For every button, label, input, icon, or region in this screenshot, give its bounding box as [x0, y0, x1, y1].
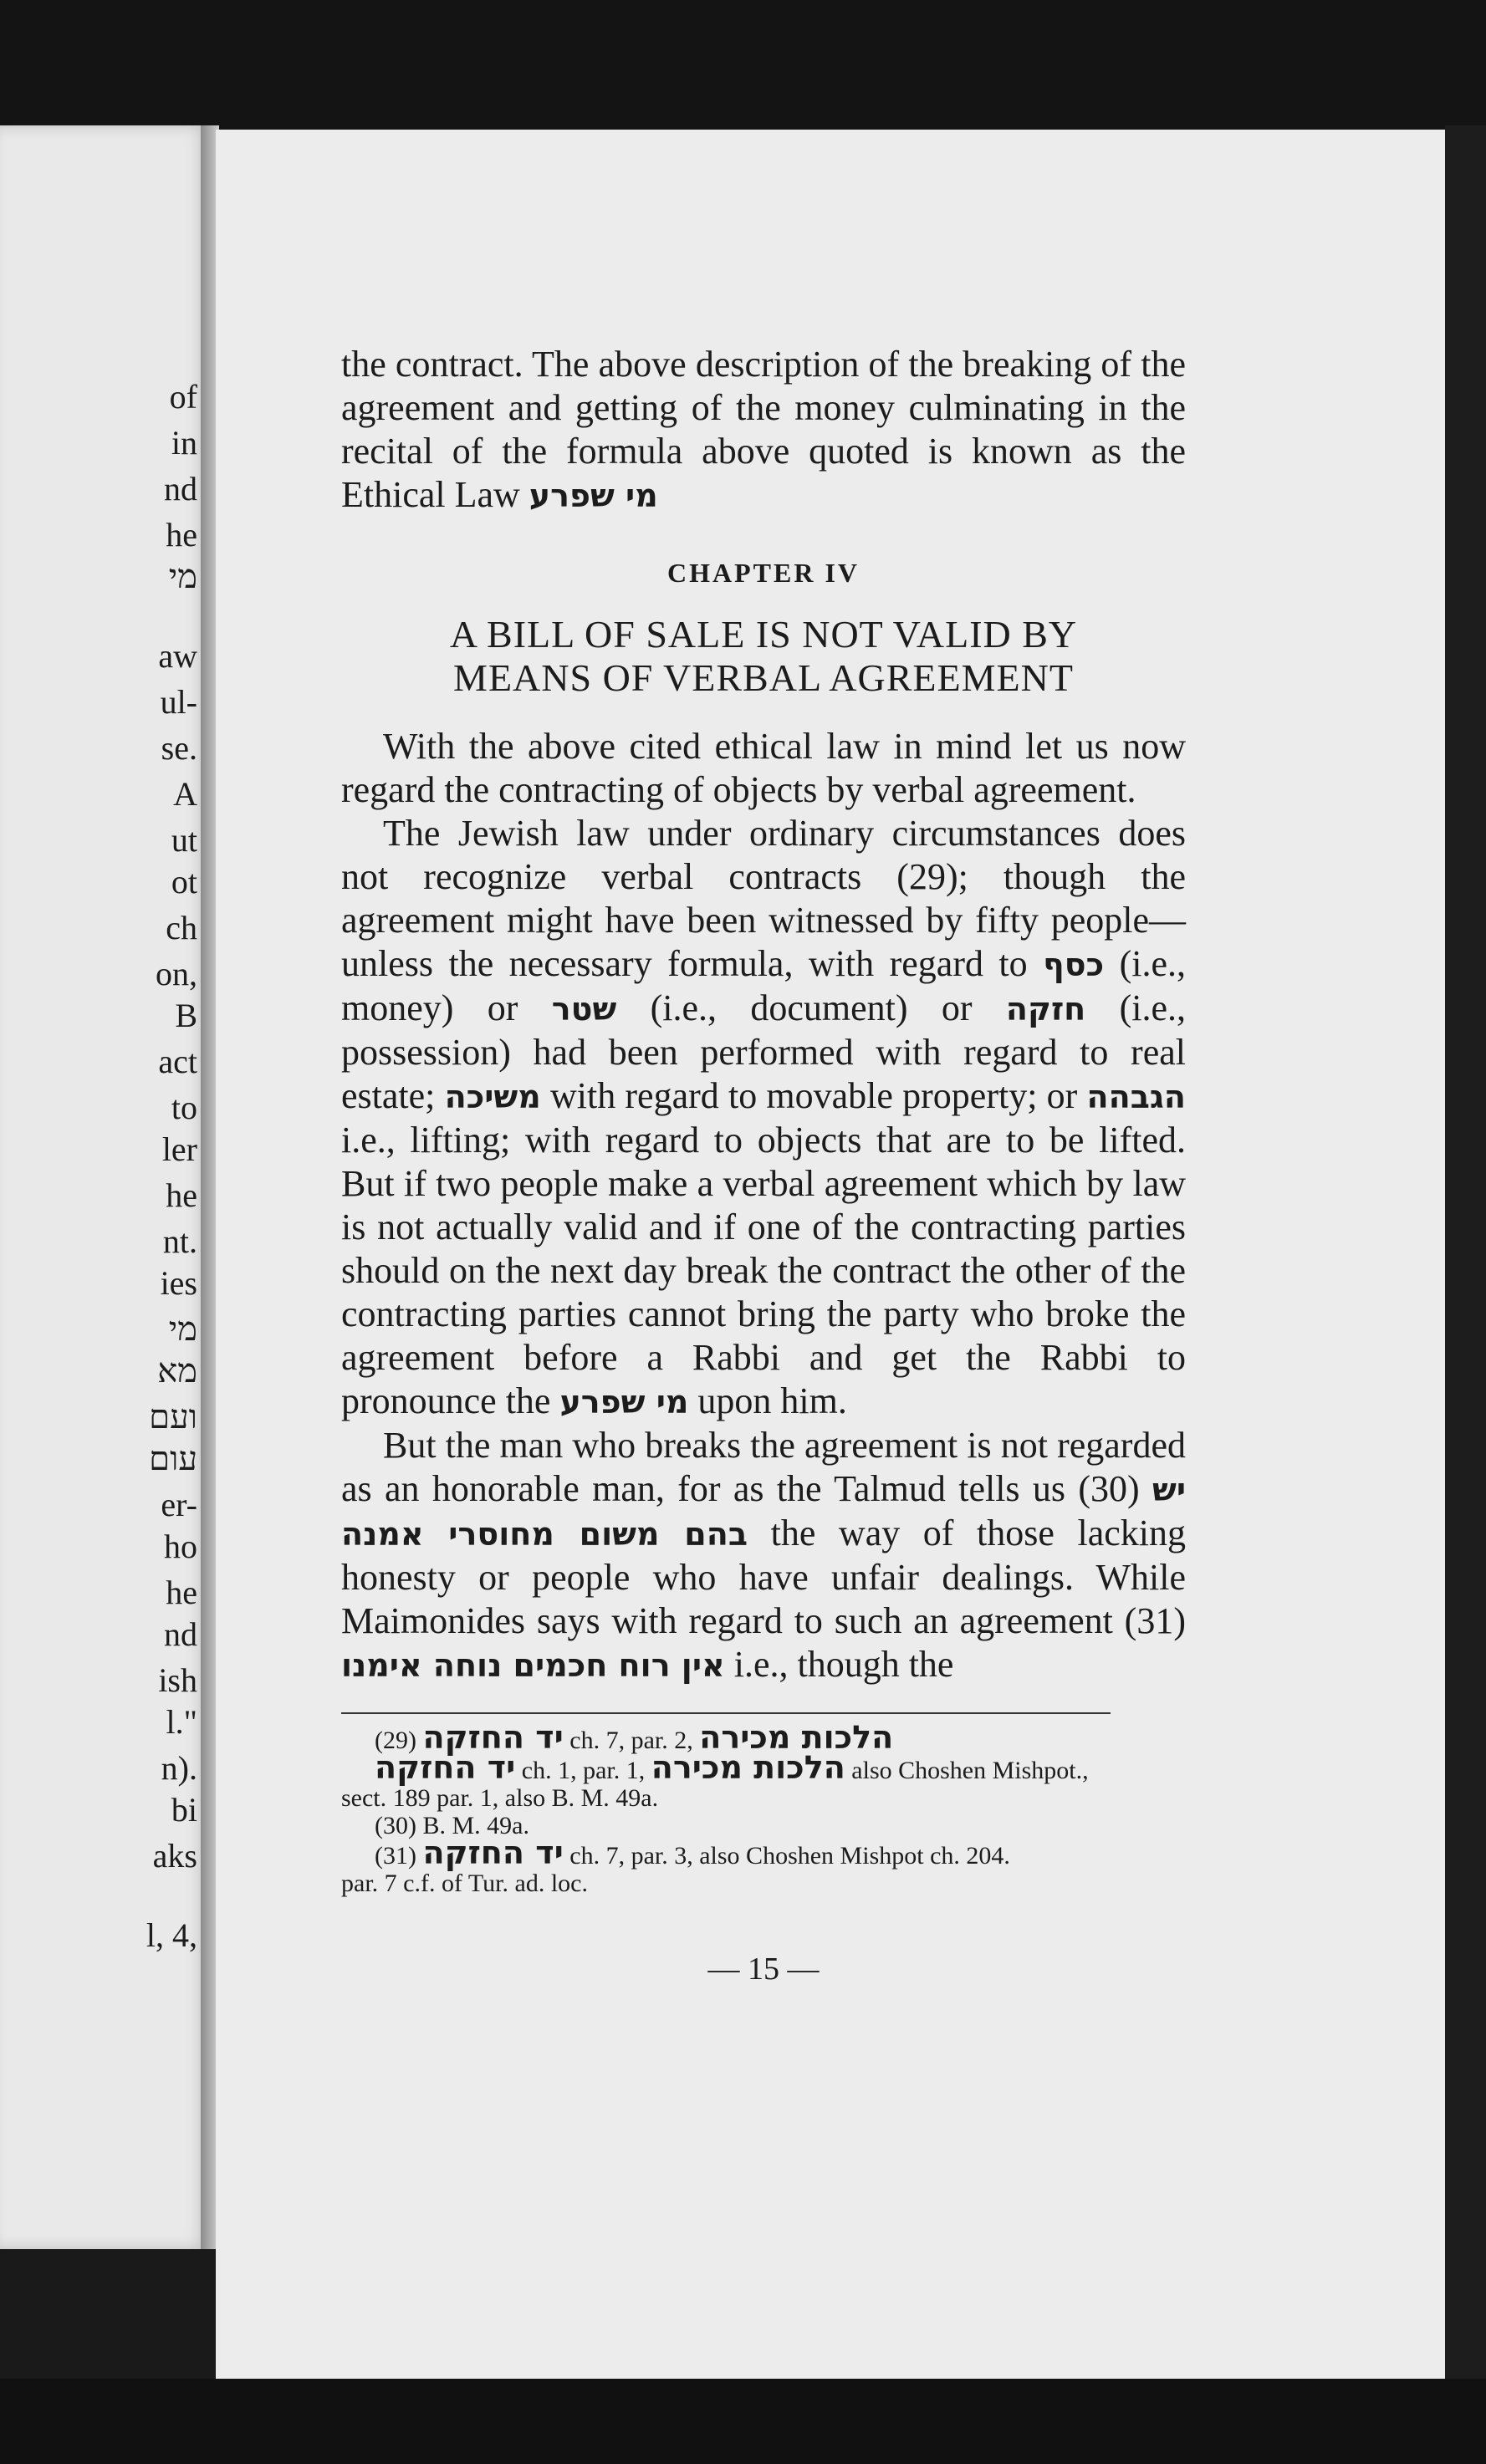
hebrew-term: מי שפרע: [559, 1384, 689, 1421]
facing-page-fragment: of: [169, 378, 197, 416]
footnote-number: (29): [375, 1727, 416, 1754]
paragraph-1: With the above cited ethical law in mind let us now regard the contracting of objects by verbal agreement.: [341, 726, 1186, 810]
hebrew-term: הלכות מכירה: [651, 1749, 845, 1786]
facing-page-fragment: l, 4,: [146, 1916, 197, 1954]
footnote-ref: ch. 7, par. 2,: [569, 1727, 693, 1754]
text: But the man who breaks the agreement is not regarded as an honorable man, for as the Talmud tells us (30): [341, 1425, 1186, 1509]
text: The Jewish law under ordinary circumstances does not recognize verbal contracts (29); though the agreement might have been witnessed by fifty people—unless the necessary formula, with regard to: [341, 813, 1186, 984]
hebrew-term: יד החזקה: [375, 1749, 516, 1786]
chapter-title: [341, 613, 1186, 700]
footnote-ref: ch. 1, par. 1,: [521, 1757, 646, 1784]
facing-page-fragment: ot: [171, 863, 197, 900]
text: (i.e., document) or: [650, 987, 973, 1028]
continuation-text: the contract. The above description of the breaking of the agreement and getting of the money culminating in the recital of the formula above quoted is known as the Ethical Law: [341, 344, 1186, 515]
top-shadow: [0, 0, 1486, 134]
hebrew-term: אין רוח חכמים נוחה אימנו: [341, 1647, 725, 1684]
facing-page-fragment: ies: [160, 1264, 197, 1302]
footnote-ref: also Choshen Mishpot.,: [851, 1757, 1089, 1784]
facing-page-fragment: B: [175, 997, 197, 1034]
facing-page-fragment: l.": [166, 1703, 197, 1741]
text: i.e., lifting; with regard to objects that are to be lifted. But if two people make a verbal agreement which by law is not actually valid and if one of the contracting parties should on the next day break the contract the other of the contracting parties cannot bring the party who broke the agreement before a Rabbi and get the Rabbi to pronounce the: [341, 1120, 1186, 1421]
hebrew-term: יש בהם משום מחוסרי אמנה: [341, 1472, 1187, 1553]
facing-page-fragment: er-: [161, 1486, 197, 1523]
facing-page-fragment: עום: [149, 1440, 197, 1477]
hebrew-term: כסף: [1043, 946, 1105, 983]
page-text: [341, 343, 1186, 1991]
facing-page-fragment: to: [171, 1089, 197, 1126]
text: the way of those lacking honesty or people who have unfair dealings. While Maimonides says with regard to such an agreement (31): [341, 1513, 1186, 1641]
page: [216, 130, 1445, 2379]
paragraph-3: [341, 1424, 1186, 1687]
facing-page-fragment: he: [166, 516, 197, 554]
hebrew-term: חזקה: [1005, 991, 1086, 1028]
hebrew-term: הלכות מכירה: [699, 1719, 894, 1756]
footnote-divider: [341, 1712, 1111, 1714]
chapter-title-line-1: A BILL OF SALE IS NOT VALID BY: [449, 613, 1078, 656]
facing-page-fragment: on,: [156, 955, 197, 992]
facing-page-fragment: nd: [164, 470, 197, 508]
facing-page-fragment: nt.: [162, 1222, 197, 1260]
text: i.e., though the: [733, 1644, 954, 1685]
facing-page-fragment: מא: [157, 1352, 197, 1390]
facing-page-fragment: A: [173, 775, 197, 813]
facing-page-fragment: מי: [168, 558, 197, 595]
footnote-ref: ch. 7, par. 3, also Choshen Mishpot ch. 204.: [569, 1842, 1010, 1870]
hebrew-term: הגבהה: [1086, 1079, 1187, 1115]
facing-page-fragment: ho: [164, 1528, 197, 1565]
footnote-31-line-2: par. 7 c.f. of Tur. ad. loc.: [341, 1870, 588, 1897]
facing-page-fragment: bi: [171, 1791, 197, 1829]
facing-page-fragment: n).: [161, 1749, 197, 1787]
facing-page-fragment: se.: [161, 729, 197, 767]
hebrew-term: שטר: [551, 991, 617, 1028]
chapter-title-line-2: MEANS OF VERBAL AGREEMENT: [453, 656, 1074, 699]
bottom-shadow: [0, 2379, 1486, 2464]
footnote-29-continued: [341, 1749, 1186, 1786]
facing-page-fragment: nd: [164, 1615, 197, 1653]
facing-page-fragment: act: [158, 1043, 197, 1080]
footnote-number: (31): [375, 1842, 416, 1870]
text: (i.e., money) or: [341, 943, 1186, 1028]
facing-page-fragment: ch: [166, 909, 197, 946]
hebrew-term: משיכה: [444, 1079, 541, 1115]
facing-page-edge: [0, 125, 209, 2249]
facing-page-fragment: ut: [171, 821, 197, 859]
footnote-31: [341, 1834, 1186, 1871]
footnote-29-line-3: sect. 189 par. 1, also B. M. 49a.: [341, 1784, 659, 1812]
scan-background: [1445, 125, 1486, 2383]
facing-page-fragment: ler: [161, 1130, 197, 1168]
facing-page-fragment: ul-: [160, 683, 197, 721]
chapter-label: CHAPTER IV: [666, 558, 860, 588]
facing-page-fragment: in: [171, 424, 197, 462]
hebrew-term: מי שפרע: [529, 477, 658, 514]
hebrew-term: יד החזקה: [422, 1719, 564, 1756]
paragraph-2: [341, 812, 1186, 1424]
text: upon him.: [697, 1380, 847, 1421]
facing-page-fragment: מי: [168, 1310, 197, 1348]
facing-page-fragment: aw: [158, 637, 197, 675]
facing-page-fragment: he: [166, 1176, 197, 1214]
footnote-30: (30) B. M. 49a.: [375, 1812, 529, 1839]
facing-page-fragment: ועם: [149, 1398, 197, 1436]
facing-page-fragment: ish: [158, 1661, 197, 1699]
text: (i.e., possession) had been performed with regard to real estate;: [341, 987, 1187, 1116]
facing-page-fragment: he: [166, 1574, 197, 1611]
footnotes: [341, 1719, 1186, 1897]
facing-page-fragment: aks: [152, 1837, 197, 1875]
page-number: — 15 —: [707, 1951, 820, 1987]
continuation-paragraph: [341, 343, 1186, 518]
hebrew-term: יד החזקה: [422, 1834, 564, 1871]
text: with regard to movable property; or: [549, 1075, 1078, 1116]
